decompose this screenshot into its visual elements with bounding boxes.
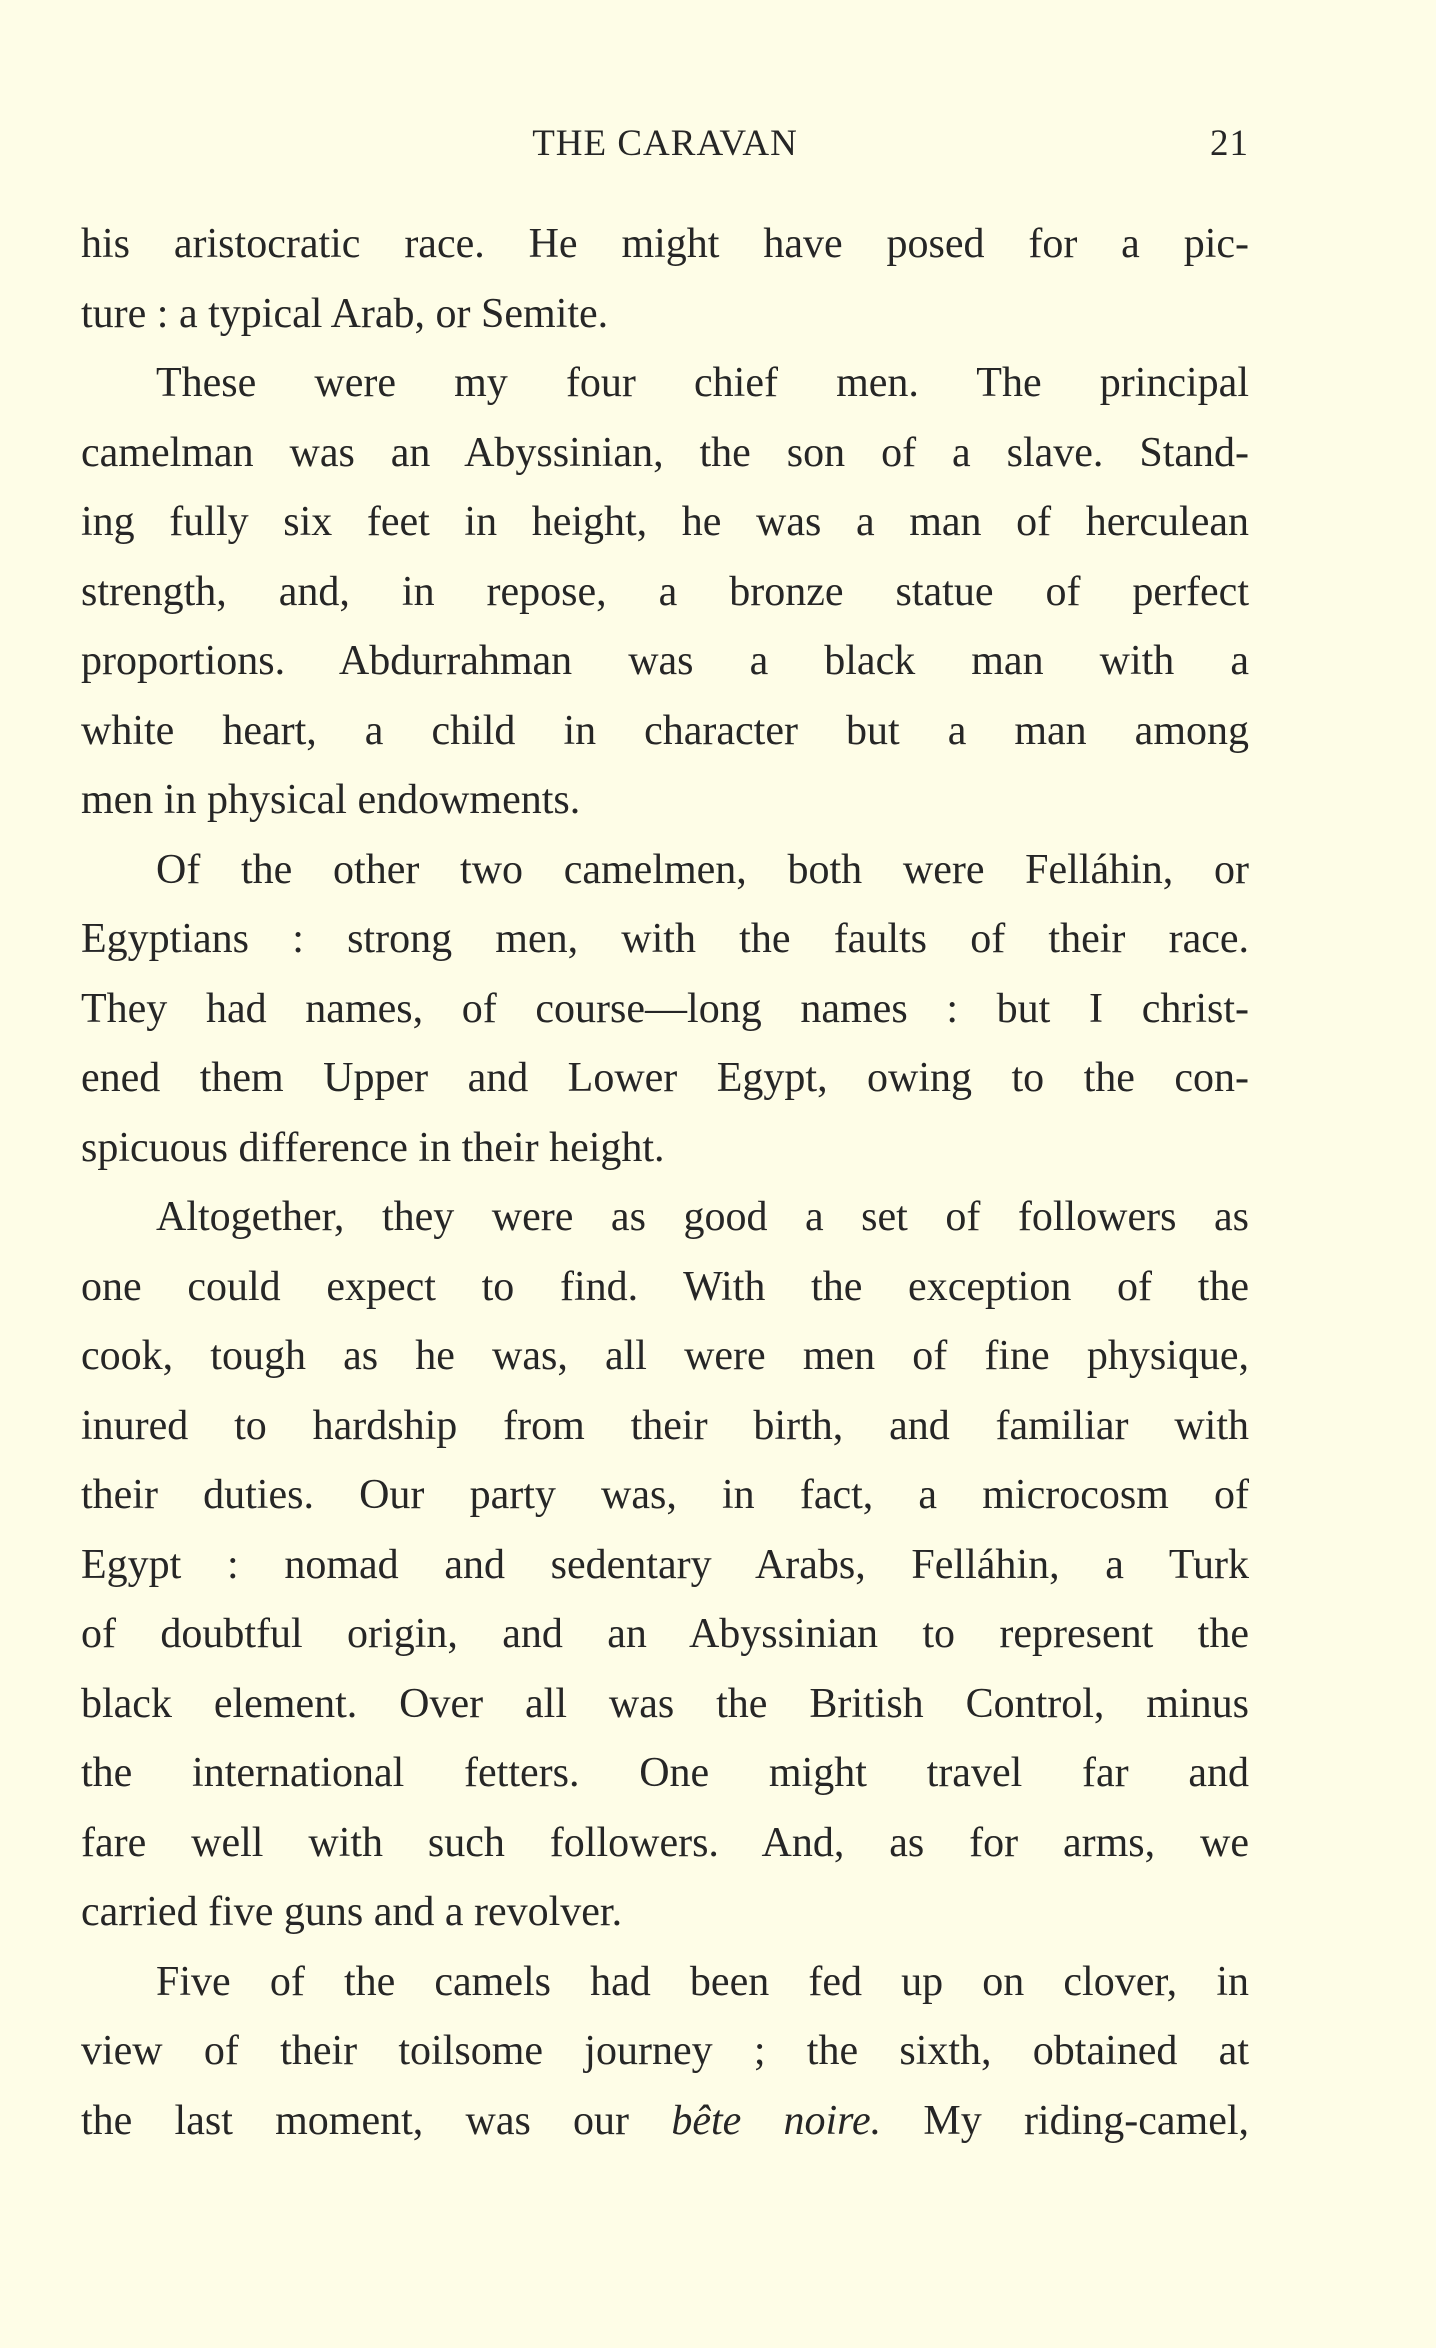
- text-line: the international fetters. One might travel far and: [81, 1750, 1249, 1796]
- text-line: Egyptians : strong men, with the faults of their race.: [81, 916, 1249, 962]
- page-number: 21: [1210, 123, 1249, 164]
- text-line: spicuous difference in their height.: [81, 1124, 665, 1171]
- running-head: THE CARAVAN: [532, 123, 798, 164]
- text-line: strength, and, in repose, a bronze statue of perfect: [81, 568, 1249, 615]
- text-line-final: [81, 2087, 1249, 2157]
- page-header: [81, 114, 1249, 174]
- text-line: Altogether, they were as good a set of followers as: [156, 1194, 1249, 1240]
- text-line: carried five guns and a revolver.: [81, 1889, 623, 1935]
- text-line: These were my four chief men. The principal: [156, 360, 1249, 406]
- text-line: ing fully six feet in height, he was a man of herculean: [81, 499, 1249, 545]
- text-line: Egypt : nomad and sedentary Arabs, Felláhin, a Turk: [81, 1541, 1249, 1588]
- text-line: They had names, of course—long names : but I christ-: [81, 985, 1249, 1032]
- text-line: Of the other two camelmen, both were Felláhin, or: [156, 846, 1249, 893]
- final-line-after: My riding-camel,: [923, 2097, 1249, 2144]
- text-line: their duties. Our party was, in fact, a microcosm of: [81, 1472, 1249, 1518]
- text-line: ened them Upper and Lower Egypt, owing to the con-: [81, 1055, 1249, 1101]
- text-line: ture : a typical Arab, or Semite.: [81, 290, 609, 337]
- text-line: his aristocratic race. He might have posed for a pic-: [81, 221, 1249, 267]
- text-line: black element. Over all was the British Control, minus: [81, 1680, 1249, 1727]
- text-line: Five of the camels had been fed up on clover, in: [156, 1958, 1249, 2005]
- text-line: camelman was an Abyssinian, the son of a slave. Stand-: [81, 429, 1249, 476]
- text-line: cook, tough as he was, all were men of fine physique,: [81, 1333, 1249, 1379]
- text-line: white heart, a child in character but a man among: [81, 707, 1249, 754]
- italic-phrase: bête noire.: [671, 2097, 882, 2144]
- text-line: one could expect to find. With the exception of the: [81, 1263, 1249, 1310]
- text-line: men in physical endowments.: [81, 777, 581, 823]
- text-line: inured to hardship from their birth, and familiar with: [81, 1402, 1249, 1449]
- text-line: proportions. Abdurrahman was a black man with a: [81, 638, 1249, 684]
- text-line: of doubtful origin, and an Abyssinian to represent the: [81, 1611, 1249, 1657]
- final-line-before: the last moment, was our: [81, 2097, 630, 2144]
- text-line: view of their toilsome journey ; the sixth, obtained at: [81, 2028, 1249, 2074]
- body-text: [81, 210, 1249, 2156]
- text-line: fare well with such followers. And, as for arms, we: [81, 1819, 1249, 1866]
